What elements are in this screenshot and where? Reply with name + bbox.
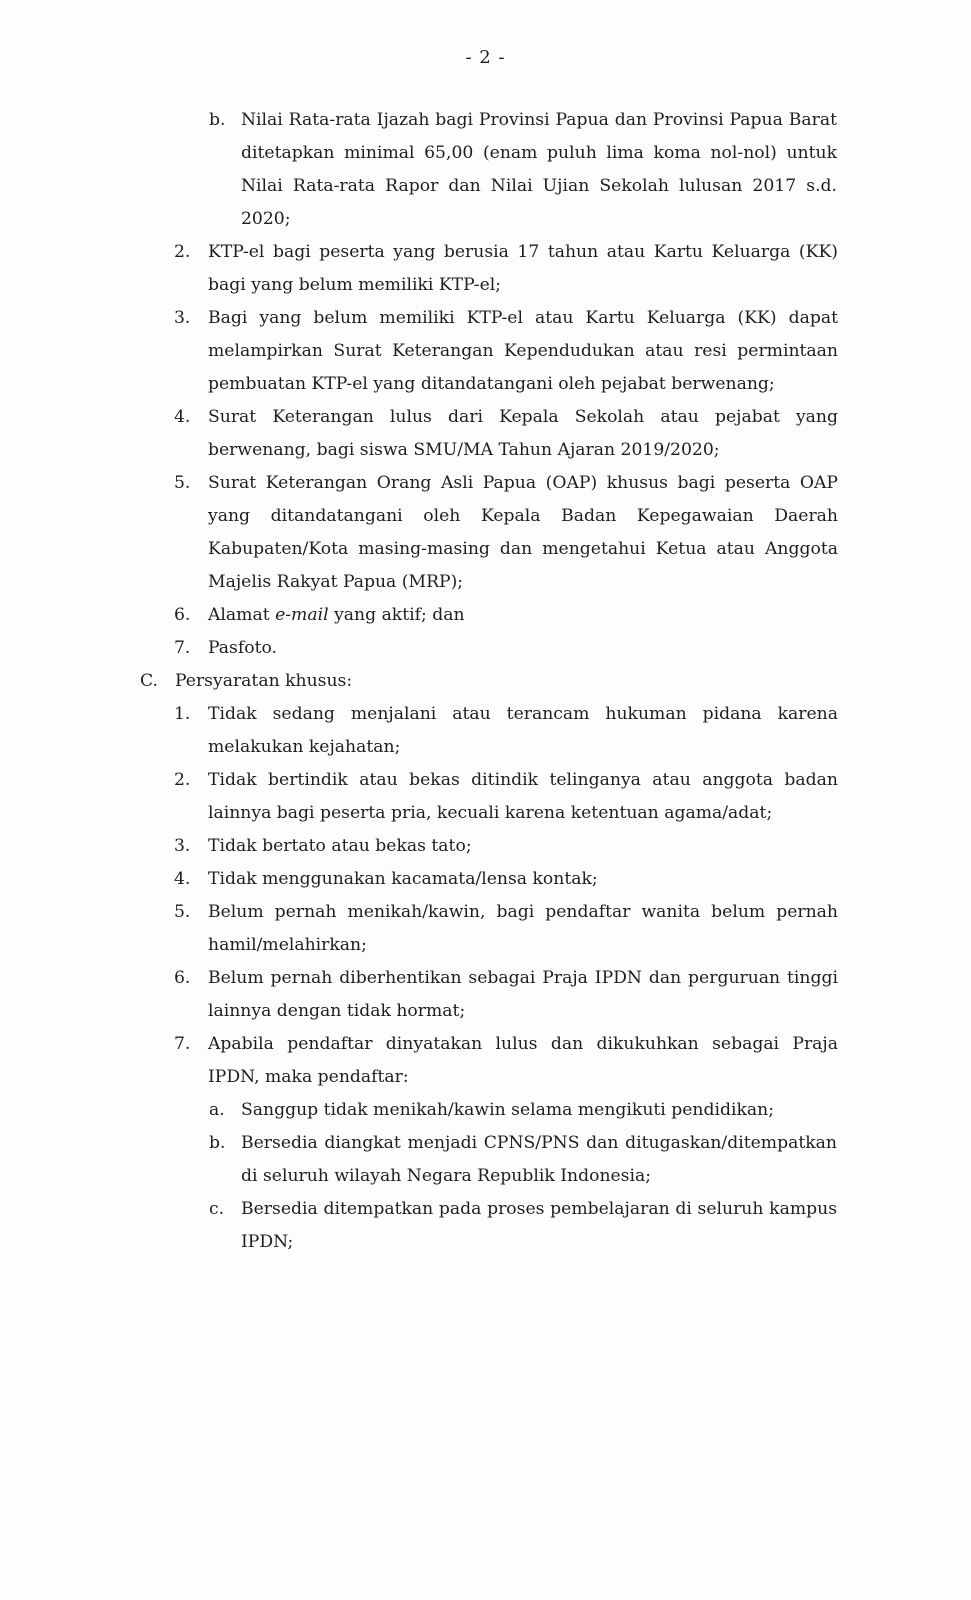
requirement-item-7 — [0, 1028, 971, 1094]
list-text: Surat Keterangan lulus dari Kepala Sekolah atau pejabat yang berwenang, bagi siswa SMU/MA Tahun Ajaran 2019/2020; — [208, 407, 838, 460]
requirement-item-3 — [0, 830, 971, 863]
list-marker: 4. — [174, 869, 191, 889]
list-item-2 — [0, 236, 971, 302]
list-marker: b. — [209, 1133, 226, 1153]
list-marker: 5. — [174, 902, 191, 922]
list-marker: a. — [209, 1100, 225, 1120]
list-marker: 3. — [174, 308, 191, 328]
list-marker: 7. — [174, 638, 191, 658]
list-item-3 — [0, 302, 971, 401]
list-text: Tidak bertato atau bekas tato; — [208, 836, 472, 856]
list-marker: 6. — [174, 968, 191, 988]
page-number: - 2 - — [465, 47, 506, 68]
list-marker: 2. — [174, 770, 191, 790]
list-marker: b. — [209, 110, 226, 130]
list-item-6 — [0, 599, 971, 632]
section-marker: C. — [140, 671, 159, 691]
list-marker: 6. — [174, 605, 191, 625]
list-text: Nilai Rata-rata Ijazah bagi Provinsi Papua dan Provinsi Papua Barat ditetapkan minimal 65,00 (enam puluh lima koma nol-nol) untuk Nilai Rata-rata Rapor dan Nilai Ujian Sekolah lulusan 2017 s.d. 2020; — [241, 110, 837, 229]
list-text: Belum pernah menikah/kawin, bagi pendaftar wanita belum pernah hamil/melahirkan; — [208, 902, 838, 955]
list-marker: 4. — [174, 407, 191, 427]
list-text: Belum pernah diberhentikan sebagai Praja IPDN dan perguruan tinggi lainnya dengan tidak hormat; — [208, 968, 838, 1021]
list-item-4 — [0, 401, 971, 467]
list-marker: c. — [209, 1199, 225, 1219]
list-marker: 7. — [174, 1034, 191, 1054]
list-text: Tidak bertindik atau bekas ditindik telinganya atau anggota badan lainnya bagi peserta pria, kecuali karena ketentuan agama/adat; — [208, 770, 838, 823]
requirement-item-4 — [0, 863, 971, 896]
list-text: Apabila pendaftar dinyatakan lulus dan dikukuhkan sebagai Praja IPDN, maka pendaftar: — [208, 1034, 838, 1087]
list-marker: 1. — [174, 704, 191, 724]
sub-item-b — [0, 1127, 971, 1193]
list-marker: 3. — [174, 836, 191, 856]
requirement-item-1 — [0, 698, 971, 764]
list-text: Alamat e-mail yang aktif; dan — [208, 605, 465, 625]
list-text: KTP-el bagi peserta yang berusia 17 tahun atau Kartu Keluarga (KK) bagi yang belum memiliki KTP-el; — [208, 242, 838, 295]
requirement-item-6 — [0, 962, 971, 1028]
list-text: Bagi yang belum memiliki KTP-el atau Kartu Keluarga (KK) dapat melampirkan Surat Keterangan Kependudukan atau resi permintaan pembuatan KTP-el yang ditandatangani oleh pejabat berwenang; — [208, 308, 838, 394]
list-text: Surat Keterangan Orang Asli Papua (OAP) khusus bagi peserta OAP yang ditandatangani oleh Kepala Badan Kepegawaian Daerah Kabupaten/Kota masing-masing dan mengetahui Ketua atau Anggota Majelis Rakyat Papua (MRP); — [208, 473, 838, 592]
list-item-b — [0, 104, 971, 236]
requirement-item-2 — [0, 764, 971, 830]
list-text: Tidak sedang menjalani atau terancam hukuman pidana karena melakukan kejahatan; — [208, 704, 838, 757]
section-c-heading — [0, 665, 971, 698]
sub-item-c — [0, 1193, 971, 1259]
section-heading-text: Persyaratan khusus: — [175, 671, 353, 691]
list-text: Tidak menggunakan kacamata/lensa kontak; — [208, 869, 598, 889]
list-item-5 — [0, 467, 971, 599]
list-text: Bersedia ditempatkan pada proses pembelajaran di seluruh kampus IPDN; — [241, 1199, 838, 1252]
list-text: Sanggup tidak menikah/kawin selama mengikuti pendidikan; — [241, 1100, 775, 1120]
requirement-item-5 — [0, 896, 971, 962]
document-body — [0, 104, 971, 1259]
list-marker: 5. — [174, 473, 191, 493]
list-item-7 — [0, 632, 971, 665]
list-text: Bersedia diangkat menjadi CPNS/PNS dan ditugaskan/ditempatkan di seluruh wilayah Negara Republik Indonesia; — [241, 1133, 837, 1186]
list-text: Pasfoto. — [208, 638, 277, 658]
list-marker: 2. — [174, 242, 191, 262]
sub-item-a — [0, 1094, 971, 1127]
